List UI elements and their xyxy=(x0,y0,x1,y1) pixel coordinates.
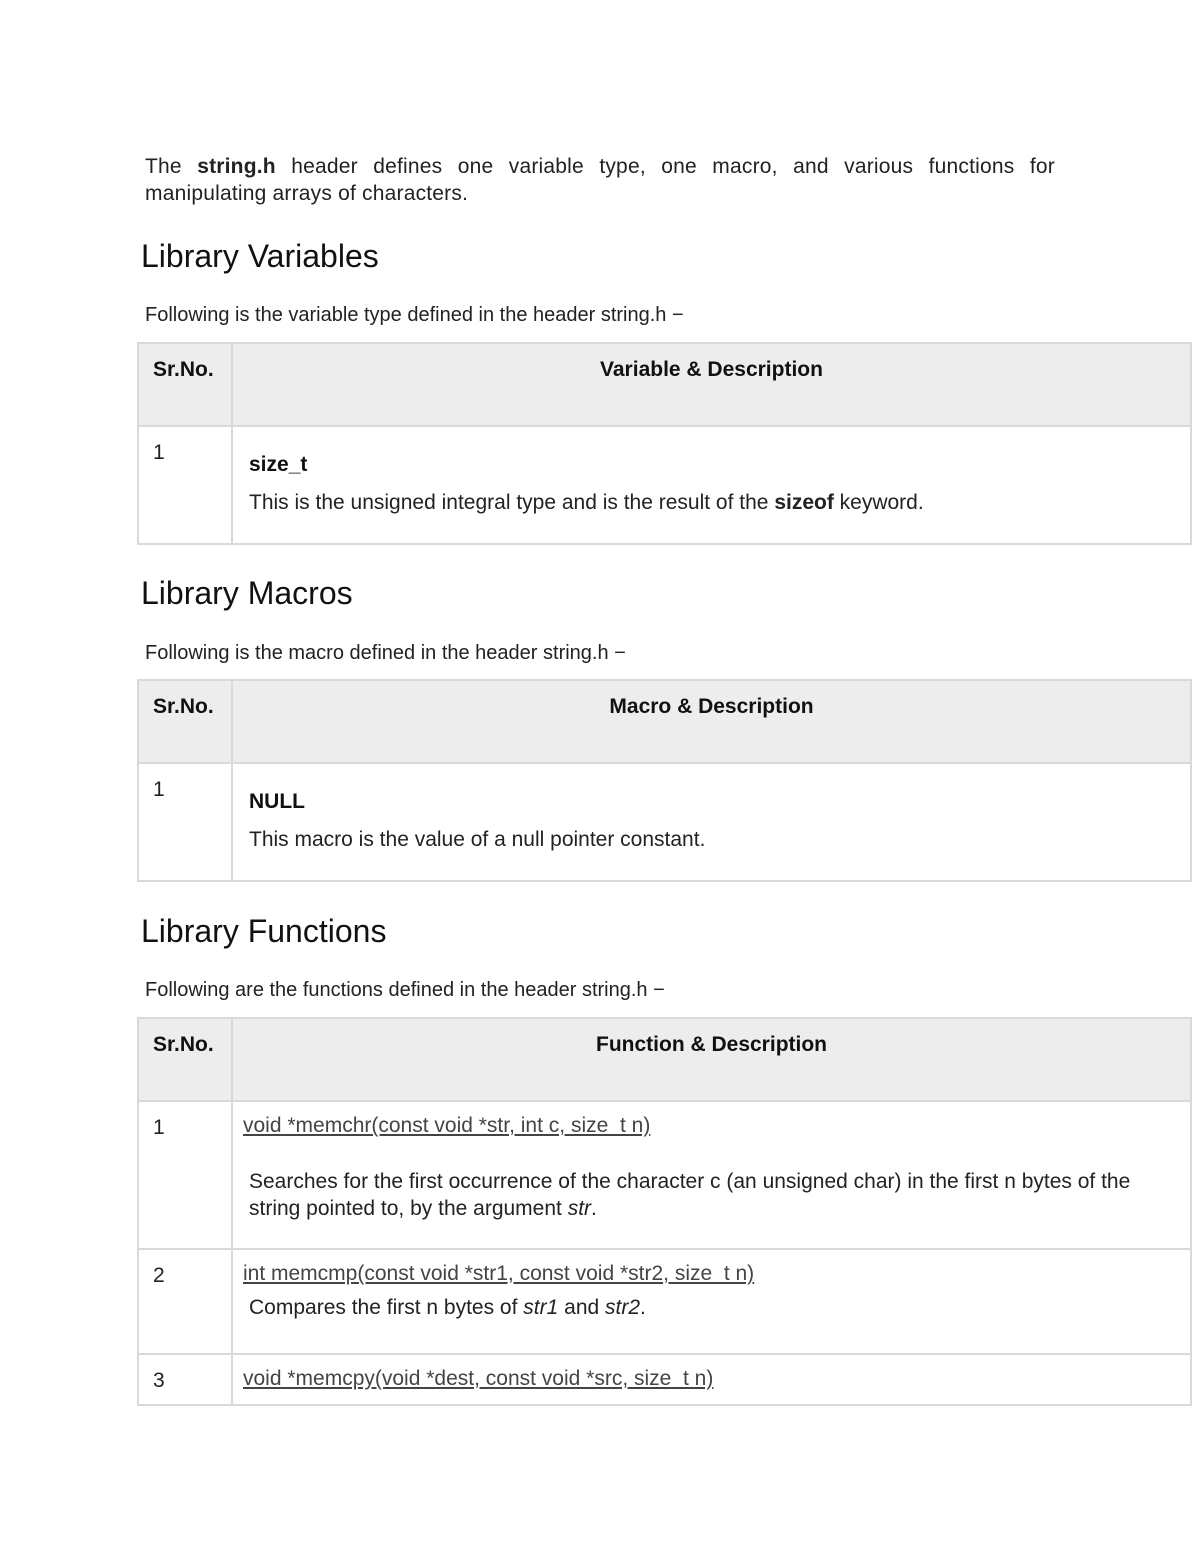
macros-lead: Following is the macro defined in the header string.h − xyxy=(145,642,626,664)
col-header-desc: Macro & Description xyxy=(232,680,1191,763)
macro-text: This macro is the value of a null pointer constant. xyxy=(249,828,706,851)
functions-heading: Library Functions xyxy=(141,913,387,949)
variables-lead: Following is the variable type defined in the header string.h − xyxy=(145,304,684,326)
intro-suffix: header defines one variable type, one macro, and various functions for manipulating arrays of characters. xyxy=(145,155,1055,205)
col-header-num: Sr.No. xyxy=(138,343,232,426)
row-num: 1 xyxy=(138,1101,232,1249)
col-header-num: Sr.No. xyxy=(138,1018,232,1101)
macros-heading: Library Macros xyxy=(141,575,353,611)
functions-lead: Following are the functions defined in the header string.h − xyxy=(145,979,665,1001)
function-link-memcmp[interactable]: int memcmp(const void *str1, const void *str2, size_t n) xyxy=(243,1262,755,1285)
intro-prefix: The xyxy=(145,155,198,178)
row-desc xyxy=(232,426,1191,544)
variables-table xyxy=(137,342,1192,545)
text-bold: sizeof xyxy=(774,491,834,514)
table-row xyxy=(138,1354,1191,1405)
row-num: 1 xyxy=(138,763,232,881)
row-num: 1 xyxy=(138,426,232,544)
table-row xyxy=(138,1249,1191,1354)
desc-after: . xyxy=(640,1296,646,1319)
desc-italic-2: str2 xyxy=(605,1296,641,1319)
desc-after: . xyxy=(591,1197,597,1220)
macros-table xyxy=(137,679,1192,882)
variable-name: size_t xyxy=(249,453,308,476)
table-header-row xyxy=(138,343,1191,426)
variable-text xyxy=(249,489,1178,516)
table-row xyxy=(138,1101,1191,1249)
function-link-memchr[interactable]: void *memchr(const void *str, int c, size_t n) xyxy=(243,1114,651,1137)
desc-before: Searches for the first occurrence of the character c (an unsigned char) in the first n bytes of the string pointed to, by the argument xyxy=(249,1170,1131,1220)
row-desc xyxy=(232,1249,1191,1354)
desc-middle: and xyxy=(558,1296,606,1319)
desc-italic: str xyxy=(567,1197,592,1220)
row-num: 3 xyxy=(138,1354,232,1405)
macro-name: NULL xyxy=(249,790,305,813)
functions-table xyxy=(137,1017,1192,1406)
variables-heading: Library Variables xyxy=(141,238,379,274)
col-header-desc: Variable & Description xyxy=(232,343,1191,426)
row-desc xyxy=(232,763,1191,881)
row-desc xyxy=(232,1101,1191,1249)
table-header-row xyxy=(138,1018,1191,1101)
table-row xyxy=(138,763,1191,881)
intro-paragraph xyxy=(145,153,1055,207)
text-before: This is the unsigned integral type and is the result of the xyxy=(249,491,775,514)
intro-bold-term: string.h xyxy=(197,155,276,178)
col-header-num: Sr.No. xyxy=(138,680,232,763)
function-desc xyxy=(249,1168,1178,1222)
row-desc xyxy=(232,1354,1191,1405)
desc-italic: str1 xyxy=(523,1296,559,1319)
row-num: 2 xyxy=(138,1249,232,1354)
table-row xyxy=(138,426,1191,544)
desc-before: Compares the first n bytes of xyxy=(249,1296,524,1319)
text-after: keyword. xyxy=(833,491,924,514)
col-header-desc: Function & Description xyxy=(232,1018,1191,1101)
function-desc xyxy=(249,1294,1178,1321)
table-header-row xyxy=(138,680,1191,763)
function-link-memcpy[interactable]: void *memcpy(void *dest, const void *src, size_t n) xyxy=(243,1367,714,1390)
